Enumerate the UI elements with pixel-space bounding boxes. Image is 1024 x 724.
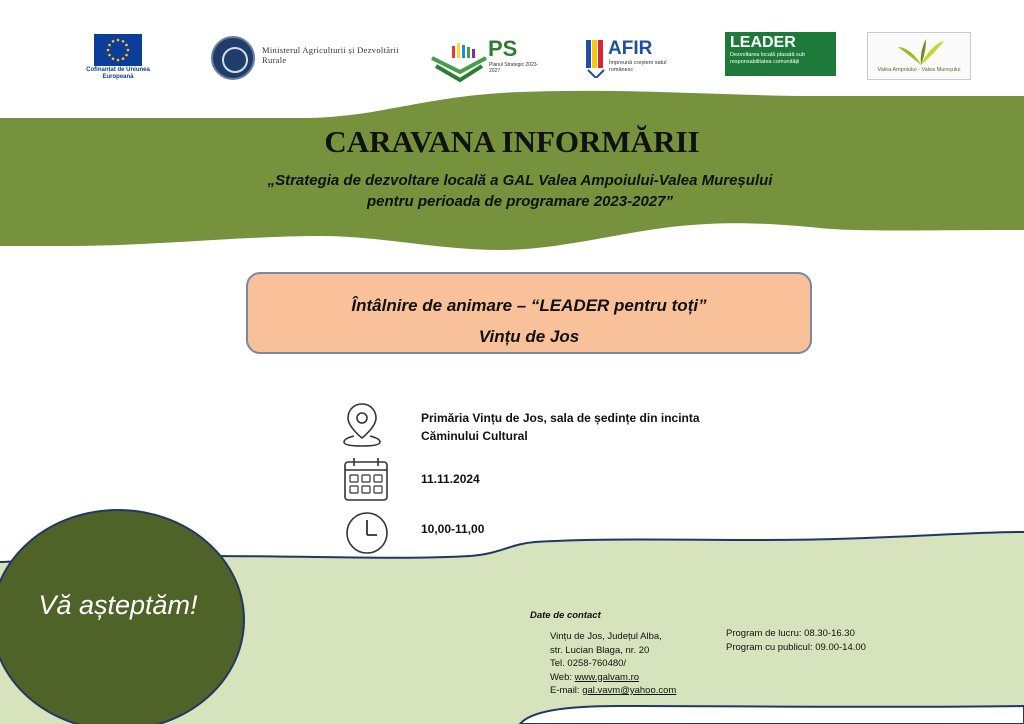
event-title: Întâlnire de animare – “LEADER pentru toți” — [351, 296, 707, 315]
calendar-icon — [343, 456, 389, 502]
contact-phone: Tel. 0258-760480/ — [550, 658, 627, 669]
date-text: 11.11.2024 — [421, 472, 480, 486]
office-hours — [726, 627, 866, 654]
contact-heading: Date de contact — [530, 610, 601, 621]
event-location-name: Vințu de Jos — [478, 327, 580, 346]
gal-valea-logo — [867, 32, 971, 80]
eu-flag-logo — [94, 34, 142, 66]
contact-web-label: Web: — [550, 671, 575, 683]
leader-logo — [725, 32, 836, 76]
email-link[interactable]: gal.vavm@yahoo.com — [582, 685, 677, 696]
page-title: CARAVANA INFORMĂRII — [324, 124, 700, 159]
contact-email-row — [550, 684, 676, 698]
location-text — [421, 409, 700, 445]
clock-icon — [344, 510, 390, 556]
contact-web-row — [550, 671, 676, 685]
afir-logo — [586, 36, 606, 78]
leader-label: LEADER — [730, 34, 796, 51]
website-link[interactable]: www.galvam.ro — [574, 671, 640, 683]
event-box — [246, 272, 812, 354]
page-subtitle — [200, 170, 840, 212]
subtitle-line-1: „Strategia de dezvoltare locală a GAL Valea Ampoiului-Valea Mureșului — [267, 172, 773, 189]
eu-caption: Cofinanțat de Uniunea Europeană — [86, 67, 150, 80]
contact-address-1: Vințu de Jos, Județul Alba, — [550, 631, 662, 642]
location-pin-icon — [340, 400, 384, 448]
leader-subtitle: Dezvoltarea locală plasată sub responsabilitatea comunității — [730, 52, 805, 65]
contact-email-label: E-mail: — [550, 685, 583, 696]
ministry-name: Ministerul Agriculturii și Dezvoltării Rurale — [262, 45, 399, 65]
ps-subtitle: Planul Strategic 2023-2027 — [489, 62, 539, 74]
hours-public: Program cu publicul: 09.00-14.00 — [726, 641, 866, 653]
subtitle-line-2: pentru perioada de programare 2023-2027” — [367, 193, 673, 210]
contact-address-2: str. Lucian Blaga, nr. 20 — [550, 644, 650, 656]
hours-work: Program de lucru: 08.30-16.30 — [726, 628, 855, 639]
location-line-1: Primăria Vințu de Jos, sala de ședințe din incinta — [421, 411, 700, 425]
welcome-message: Vă așteptăm! — [38, 590, 198, 620]
government-seal-logo — [211, 36, 255, 80]
time-text: 10,00-11,00 — [421, 522, 485, 536]
gal-valea-caption: Valea Ampoiului - Valea Mureșului — [877, 67, 961, 73]
afir-subtitle: Împreună creștem satul românesc — [609, 60, 667, 73]
contact-details — [550, 630, 676, 698]
location-line-2: Căminului Cultural — [421, 429, 528, 443]
ps-label: PS — [488, 36, 518, 61]
afir-label: AFIR — [608, 38, 653, 59]
